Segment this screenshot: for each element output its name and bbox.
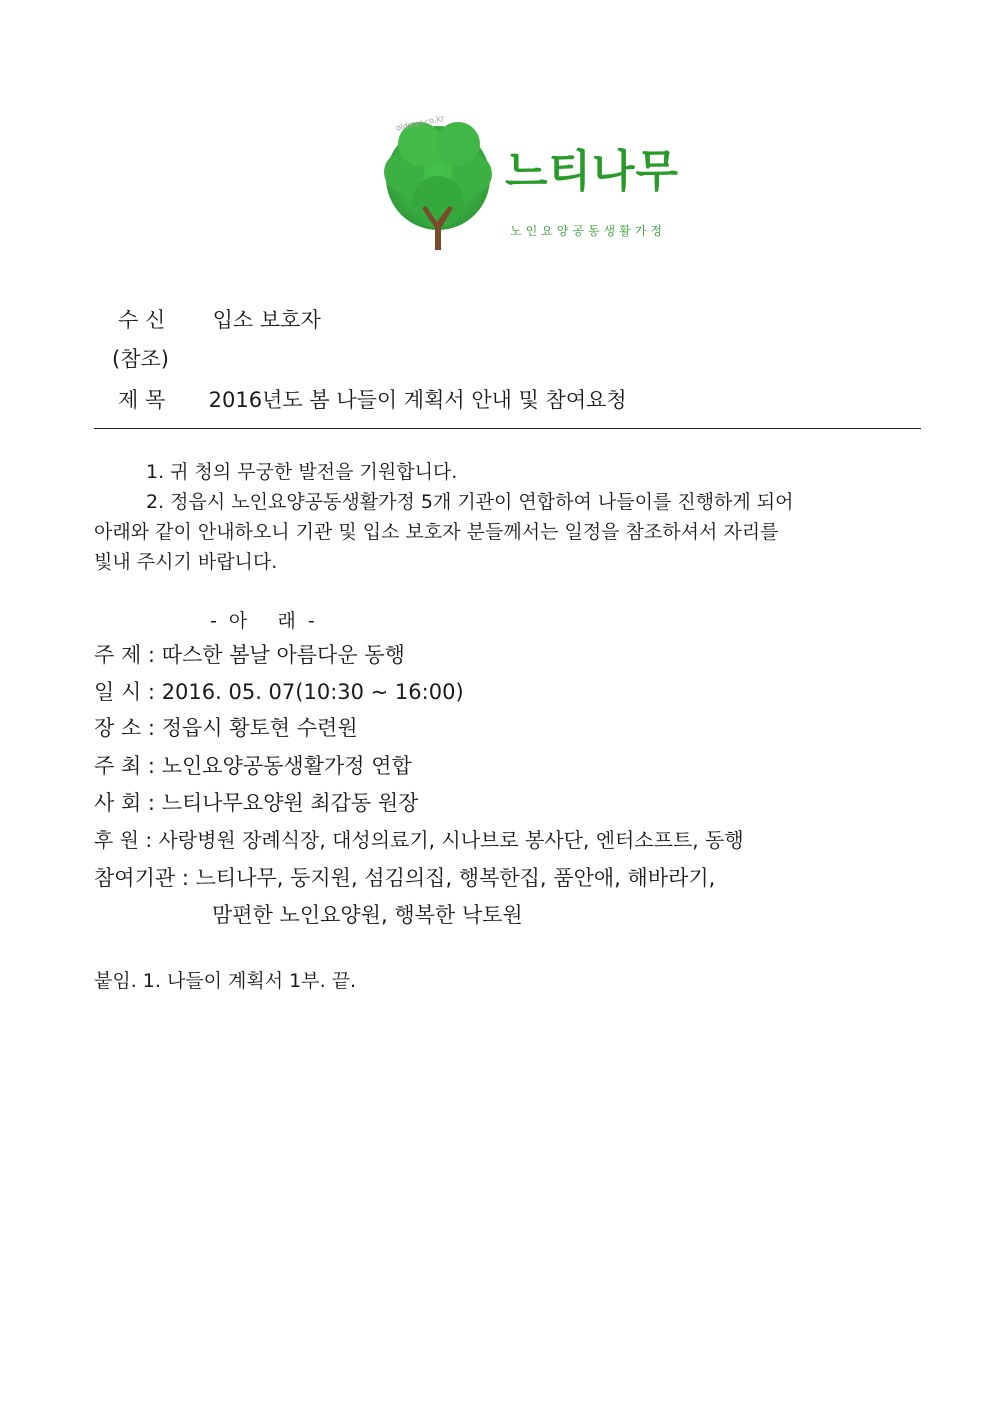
sponsor-value: 사랑병원 장례식장, 대성의료기, 시나브로 봉사단, 엔터소프트, 동행 [158,828,744,852]
subject-row [118,390,627,411]
host-value: 노인요양공동생활가정 연합 [161,754,412,778]
paragraph-1: 1. 귀 청의 무궁한 발전을 기원합니다. [146,461,458,483]
logo-subtitle: 노인요양공동생활가정 [510,224,666,238]
logo-url-text: oldster.co.kr [395,113,445,133]
reference-row [112,349,169,370]
attachment-note: 붙임. 1. 나들이 계획서 1부. 끝. [94,970,357,992]
detail-theme [94,645,405,666]
detail-host [94,756,412,777]
subject-value: 2016년도 봄 나들이 계획서 안내 및 참여요청 [208,388,627,412]
paragraph-2-line-3: 빛내 주시기 바랍니다. [94,551,278,573]
participants-value-line-2: 맘편한 노인요양원, 행복한 낙토원 [212,903,523,927]
detail-participants [94,868,715,889]
reference-label: (참조) [112,347,169,371]
detail-place [94,718,358,739]
paragraph-2-line-2: 아래와 같이 안내하오니 기관 및 입소 보호자 분들께서는 일정을 참조하셔서 자리를 [94,521,779,543]
below-heading: - 아 래 - [210,610,315,632]
participants-value-line-1: 느티나무, 둥지원, 섬김의집, 행복한집, 품안애, 해바라기, [195,866,716,890]
subject-label: 제 목 [118,388,166,412]
place-label: 장 소 : [94,716,155,740]
logo-name: 느티나무 [505,146,680,197]
recipient-value: 입소 보호자 [212,308,321,332]
mc-value: 느티나무요양원 최갑동 원장 [161,791,419,815]
mc-label: 사 회 : [94,791,155,815]
theme-value: 따스한 봄날 아름다운 동행 [161,643,405,667]
detail-mc [94,793,418,814]
place-value: 정읍시 황토현 수련원 [161,716,358,740]
date-label: 일 시 : [94,680,155,704]
date-value: 2016. 05. 07(10:30 ~ 16:00) [161,680,464,704]
detail-sponsor [94,830,744,850]
paragraph-2-line-1: 2. 정읍시 노인요양공동생활가정 5개 기관이 연합하여 나들이를 진행하게 되어 [146,491,794,513]
recipient-label: 수 신 [118,308,166,332]
theme-label: 주 제 : [94,643,155,667]
detail-date [94,682,464,703]
participants-label: 참여기관 : [94,866,189,890]
recipient-row [118,310,321,331]
sponsor-label: 후 원 : [94,828,153,852]
host-label: 주 최 : [94,754,155,778]
header-divider [94,428,921,429]
